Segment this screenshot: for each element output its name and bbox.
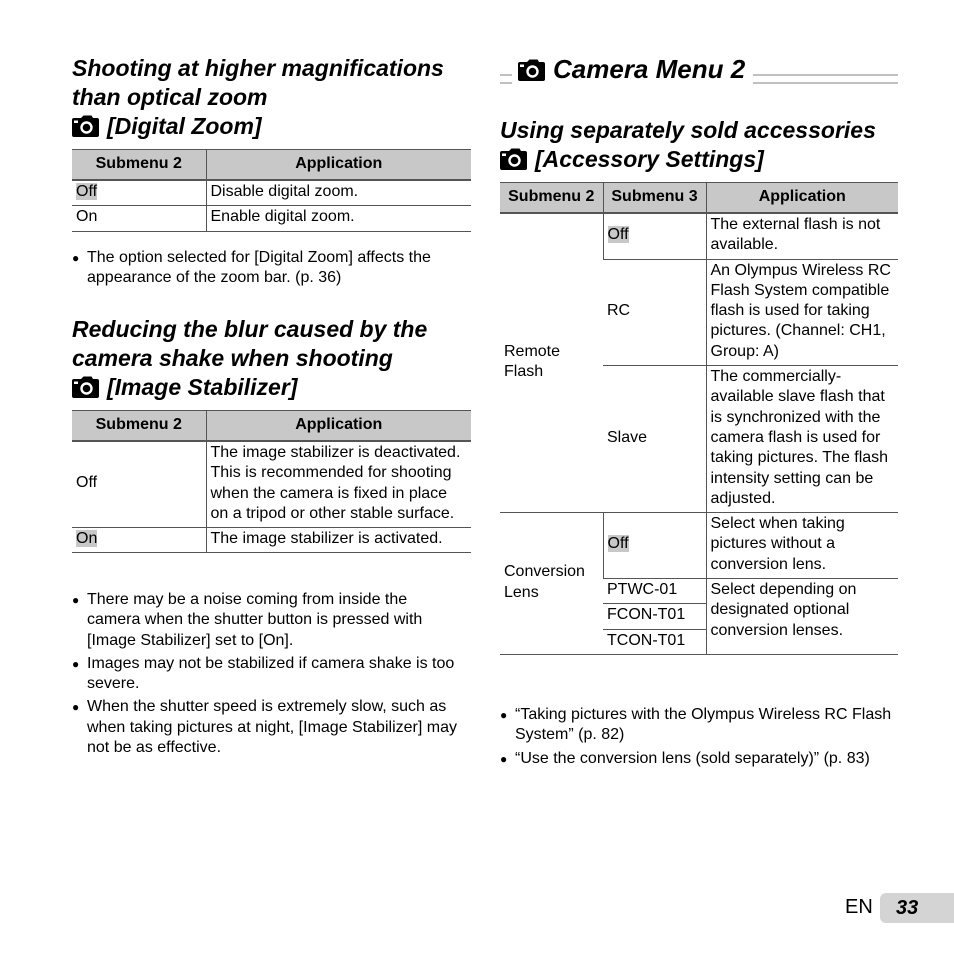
- menu-title-label: Camera Menu 2: [553, 54, 746, 84]
- column-header: Application: [706, 183, 898, 214]
- image-stabilizer-heading: [72, 315, 472, 402]
- option-name: RC: [603, 259, 706, 365]
- digital-zoom-notes: [72, 248, 462, 292]
- page-number: 33: [880, 893, 954, 923]
- language-label: EN: [845, 896, 873, 918]
- heading-line: Using separately sold accessories: [500, 117, 876, 143]
- option-description: The external flash is not available.: [706, 213, 898, 259]
- default-option: Off: [607, 226, 629, 244]
- image-stabilizer-table: [72, 410, 471, 553]
- camera-icon: [72, 376, 99, 398]
- heading-line: Shooting at higher magnifications: [72, 55, 444, 81]
- default-option: On: [76, 530, 98, 548]
- option-name: PTWC-01: [603, 579, 706, 604]
- digital-zoom-table: [72, 149, 471, 232]
- submenu-conversion-lens: Conversion Lens: [500, 513, 603, 655]
- option-name: TCON-T01: [603, 629, 706, 654]
- image-stabilizer-notes: [72, 590, 464, 761]
- column-header: Application: [206, 150, 471, 181]
- accessory-settings-table: [500, 182, 898, 655]
- column-header: Submenu 2: [500, 183, 603, 214]
- heading-line: [Image Stabilizer]: [107, 374, 298, 400]
- table-row: [72, 441, 471, 528]
- option-name: On: [72, 206, 206, 231]
- heading-line: camera shake when shooting: [72, 345, 393, 371]
- column-header: Submenu 3: [603, 183, 706, 214]
- digital-zoom-heading: [72, 54, 472, 141]
- heading-line: than optical zoom: [72, 84, 268, 110]
- option-name: FCON-T01: [603, 604, 706, 629]
- table-row: [500, 213, 898, 259]
- option-description: Disable digital zoom.: [206, 180, 471, 206]
- default-option: Off: [607, 535, 629, 553]
- option-description: Select when taking pictures without a conversion lens.: [706, 513, 898, 579]
- option-description: The image stabilizer is activated.: [206, 528, 471, 553]
- option-description: Enable digital zoom.: [206, 206, 471, 231]
- heading-line: [Digital Zoom]: [107, 113, 262, 139]
- column-header: Submenu 2: [72, 411, 206, 442]
- reference-item: ● “Taking pictures with the Olympus Wireless RC Flash System” (p. 82): [500, 705, 898, 746]
- table-row: [72, 528, 471, 553]
- camera-menu-title: [500, 54, 898, 84]
- note-item: ● Images may not be stabilized if camera shake is too severe.: [72, 654, 464, 695]
- table-row: [500, 513, 898, 579]
- note-item: ● The option selected for [Digital Zoom] affects the appearance of the zoom bar. (p. 36): [72, 248, 462, 289]
- camera-icon: [518, 59, 545, 81]
- table-row: [72, 180, 471, 206]
- heading-line: Reducing the blur caused by the: [72, 316, 428, 342]
- option-description: The commercially-available slave flash that is synchronized with the camera flash is used for taking pictures. The flash intensity setting can be adjusted.: [706, 366, 898, 513]
- column-header: Submenu 2: [72, 150, 206, 181]
- accessory-notes: [500, 705, 898, 772]
- camera-icon: [500, 148, 527, 170]
- note-item: ● When the shutter speed is extremely slow, such as when taking pictures at night, [Image Stabilizer] may not be as effective.: [72, 697, 464, 758]
- heading-line: [Accessory Settings]: [535, 146, 764, 172]
- note-item: ● There may be a noise coming from inside the camera when the shutter button is pressed with [Image Stabilizer] set to [On].: [72, 590, 464, 651]
- camera-icon: [72, 115, 99, 137]
- default-option: Off: [76, 183, 98, 200]
- option-description: The image stabilizer is deactivated. This is recommended for shooting when the camera is fixed in place on a tripod or other stable surface.: [206, 441, 471, 528]
- submenu-remote-flash: Remote Flash: [500, 213, 603, 513]
- column-header: Application: [206, 411, 471, 442]
- page-footer: [845, 893, 954, 923]
- option-description: Select depending on designated optional conversion lenses.: [706, 579, 898, 655]
- accessory-settings-heading: [500, 116, 920, 174]
- option-name: Off: [72, 441, 206, 528]
- option-name: Slave: [603, 366, 706, 513]
- menu-title-text: [512, 54, 753, 84]
- table-row: [72, 206, 471, 231]
- option-description: An Olympus Wireless RC Flash System compatible flash is used for taking pictures. (Channel: CH1, Group: A): [706, 259, 898, 365]
- reference-item: ● “Use the conversion lens (sold separately)” (p. 83): [500, 749, 898, 769]
